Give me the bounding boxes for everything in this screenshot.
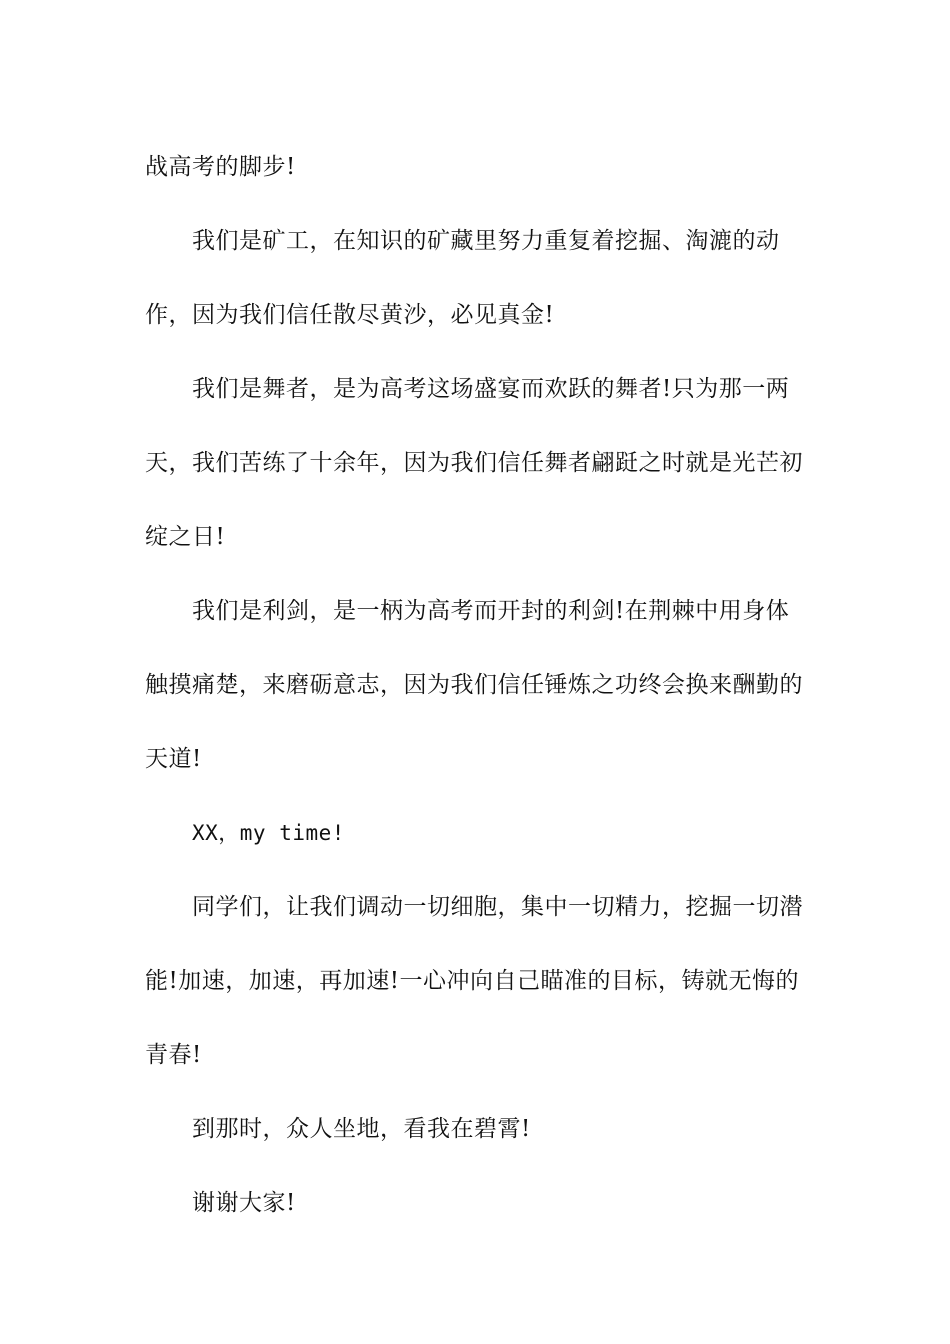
paragraph-continuation: 战高考的脚步!: [145, 154, 296, 180]
paragraph-classmates: 同学们，让我们调动一切细胞，集中一切精力，挖掘一切潜能!加速，加速，再加速!一心冲向自己瞄准的目标，铸就无悔的青春!: [145, 894, 803, 1068]
paragraph-my-time: XX，my time!: [192, 821, 345, 845]
paragraph-then: 到那时，众人坐地，看我在碧霄!: [192, 1116, 531, 1142]
document-body: [145, 130, 810, 1240]
paragraph-swords: 我们是利剑，是一柄为高考而开封的利剑!在荆棘中用身体触摸痛楚，来磨砺意志，因为我们信任锤炼之功终会换来酬勤的天道!: [145, 598, 803, 772]
paragraph-dancers: 我们是舞者，是为高考这场盛宴而欢跃的舞者!只为那一两天，我们苦练了十余年，因为我们信任舞者翩跹之时就是光芒初绽之日!: [145, 376, 803, 550]
paragraph-miners: 我们是矿工，在知识的矿藏里努力重复着挖掘、淘漉的动作，因为我们信任散尽黄沙，必见真金!: [145, 228, 780, 328]
paragraph-thanks: 谢谢大家!: [192, 1190, 296, 1216]
